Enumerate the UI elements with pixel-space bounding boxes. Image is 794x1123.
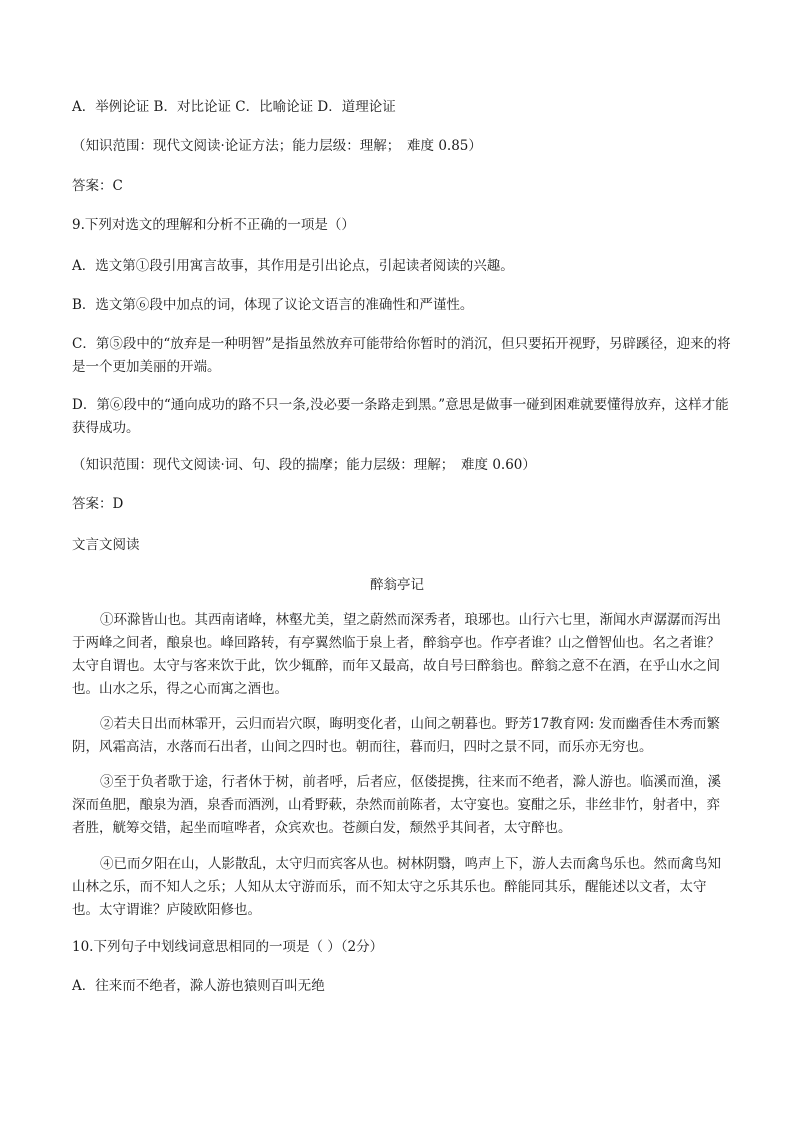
q9-option-d: D．第⑥段中的“通向成功的路不只一条,没必要一条路走到黑。”意思是做事一碰到困难就要懂得放弃，这样才能获得成功。	[72, 397, 729, 436]
passage-paragraph-1: ①环滁皆山也。其西南诸峰，林壑尤美，望之蔚然而深秀者，琅琊也。山行六七里，渐闻水声潺潺而泻出于两峰之间者，酿泉也。峰回路转，有亭翼然临于泉上者，醉翁亭也。作亭者谁？山之僧智仙也。名之者谁？太守自谓也。太守与客来饮于此，饮少辄醉，而年又最高，故自号曰醉翁也。醉翁之意不在酒，在乎山水之间也。山水之乐，得之心而寓之酒也。	[72, 612, 721, 697]
q8-meta: （知识范围：现代文阅读·论证方法；能力层级：理解； 难度 0.85）	[72, 138, 482, 154]
q9-answer: 答案：D	[72, 496, 124, 512]
passage-paragraph-4: ④已而夕阳在山，人影散乱，太守归而宾客从也。树林阴翳，鸣声上下，游人去而禽鸟乐也。然而禽鸟知山林之乐，而不知人之乐；人知从太守游而乐，而不知太守之乐其乐也。醉能同其乐，醒能述以文者，太守也。太守谓谁？庐陵欧阳修也。	[72, 856, 721, 918]
q9-stem: 9.下列对选文的理解和分析不正确的一项是（）	[72, 217, 355, 233]
q8-answer: 答案：C	[72, 178, 123, 194]
q9-option-b: B．选文第⑥段中加点的词，体现了议论文语言的准确性和严谨性。	[72, 297, 474, 313]
q8-options: A．举例论证 B．对比论证 C．比喻论证 D．道理论证	[72, 99, 396, 115]
q10-option-a: A．往来而不绝者，滁人游也猿则百叫无绝	[72, 978, 325, 994]
passage-title: 醉翁亭记	[370, 577, 424, 593]
q9-option-a: A．选文第①段引用寓言故事，其作用是引出论点，引起读者阅读的兴趣。	[72, 258, 514, 274]
passage-paragraph-3: ③至于负者歌于途，行者休于树，前者呼，后者应，伛偻提携，往来而不绝者，滁人游也。临溪而渔，溪深而鱼肥，酿泉为酒，泉香而酒洌，山肴野蔌，杂然而前陈者，太守宴也。宴酣之乐，非丝非竹，射者中，弈者胜，觥筹交错，起坐而喧哗者，众宾欢也。苍颜白发，颓然乎其间者，太守醉也。	[72, 774, 721, 836]
q10-stem: 10.下列句子中划线词意思相同的一项是（ ）（2分）	[72, 939, 384, 955]
q9-option-c: C．第⑤段中的“放弃是一种明智”是指虽然放弃可能带给你暂时的消沉，但只要拓开视野，另辟蹊径，迎来的将是一个更加美丽的开端。	[72, 336, 731, 375]
q9-meta: （知识范围：现代文阅读·词、句、段的揣摩；能力层级：理解； 难度 0.60）	[72, 457, 536, 473]
section-heading: 文言文阅读	[72, 537, 140, 553]
passage-paragraph-2: ②若夫日出而林霏开，云归而岩穴暝，晦明变化者，山间之朝暮也。野芳17教育网: 发而幽香佳木秀而繁阴，风霜高洁，水落而石出者，山间之四时也。朝而往，暮而归，四时之景不同，而乐亦无穷也。	[72, 716, 721, 755]
